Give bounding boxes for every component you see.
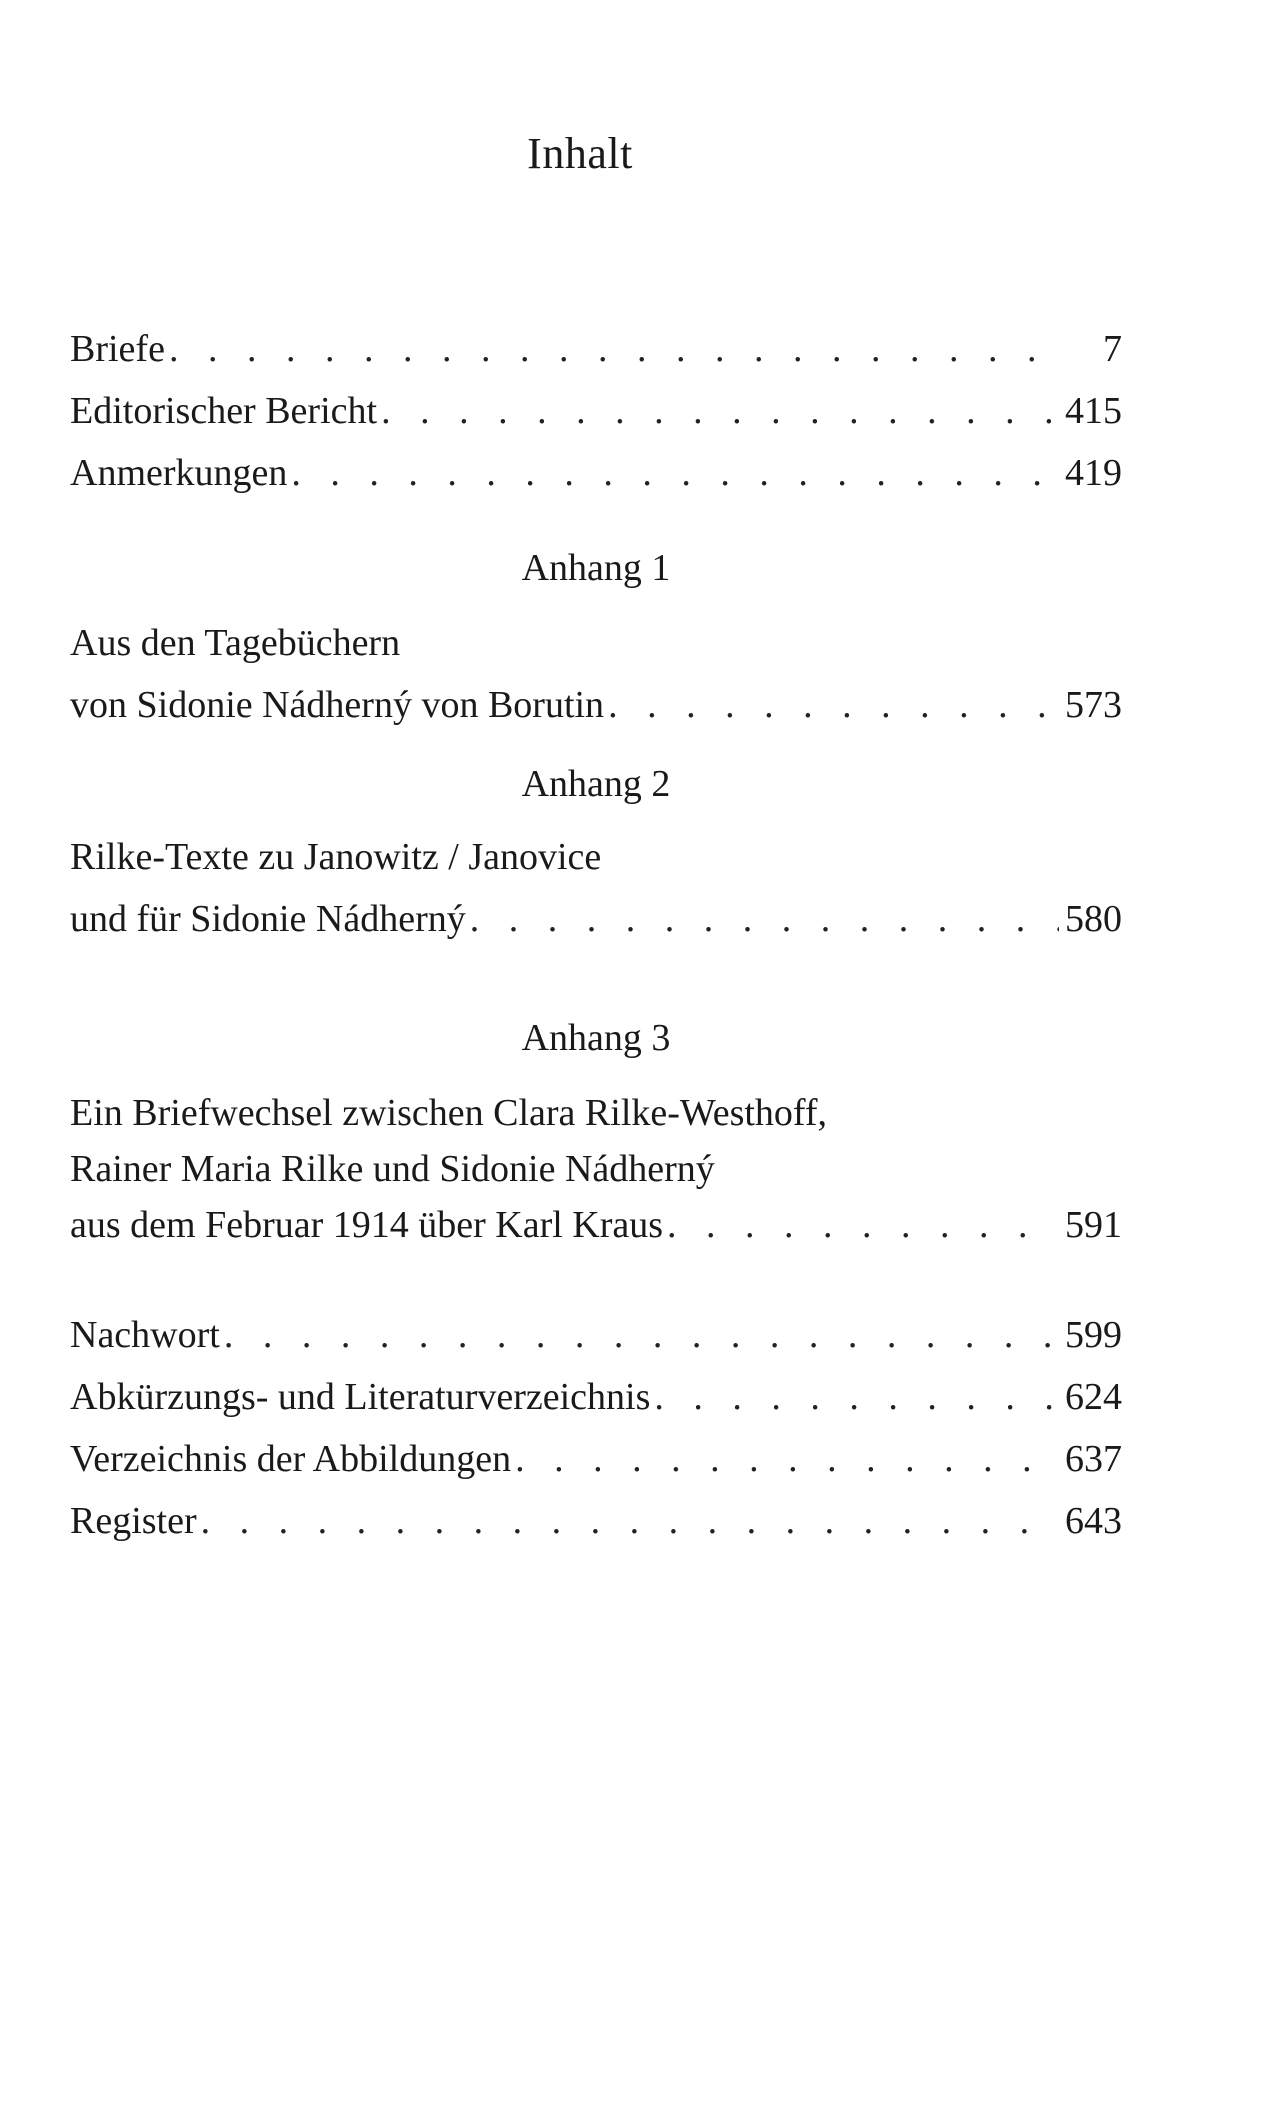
appendix-1-heading: Anhang 1 bbox=[521, 547, 671, 589]
dot-leader bbox=[667, 1194, 1059, 1256]
appendix-1-entry bbox=[70, 612, 1122, 736]
toc-entry-page: 591 bbox=[1065, 1204, 1122, 1246]
main-entries bbox=[70, 318, 1122, 504]
dot-leader bbox=[381, 380, 1059, 442]
appendix-3-line-1: Ein Briefwechsel zwischen Clara Rilke-Westhoff, bbox=[70, 1092, 828, 1134]
appendix-1-line-1: Aus den Tagebüchern bbox=[70, 622, 401, 664]
toc-entry-label: Editorischer Bericht bbox=[70, 390, 378, 432]
dot-leader bbox=[201, 1490, 1059, 1552]
dot-leader bbox=[169, 318, 1060, 380]
toc-entry-page: 415 bbox=[1065, 390, 1122, 432]
toc-entry-nachwort bbox=[70, 1304, 1122, 1366]
page-title: Inhalt bbox=[527, 129, 633, 178]
toc-entry-label: Nachwort bbox=[70, 1314, 220, 1356]
toc-entry-label: und für Sidonie Nádherný bbox=[70, 898, 466, 940]
toc-entry-editorischer-bericht bbox=[70, 380, 1122, 442]
dot-leader bbox=[224, 1304, 1059, 1366]
toc-entry-page: 419 bbox=[1065, 452, 1122, 494]
appendix-3-heading: Anhang 3 bbox=[521, 1017, 671, 1059]
toc-entry-abkuerzungsverzeichnis bbox=[70, 1366, 1122, 1428]
appendix-3-entry bbox=[70, 1082, 1122, 1256]
dot-leader bbox=[470, 888, 1059, 950]
toc-entry-label: Register bbox=[70, 1500, 197, 1542]
toc-entry-page: 7 bbox=[1103, 328, 1122, 370]
toc-entry-label: von Sidonie Nádherný von Borutin bbox=[70, 684, 605, 726]
toc-entry-label: Abkürzungs- und Literaturverzeichnis bbox=[70, 1376, 651, 1418]
appendix-1-line-2 bbox=[70, 674, 1122, 736]
toc-entry-register bbox=[70, 1490, 1122, 1552]
dot-leader bbox=[608, 674, 1059, 736]
toc-entry-page: 637 bbox=[1065, 1438, 1122, 1480]
dot-leader bbox=[654, 1366, 1059, 1428]
appendix-2-entry bbox=[70, 826, 1122, 950]
toc-entry-page: 580 bbox=[1065, 898, 1122, 940]
toc-entry-label: Anmerkungen bbox=[70, 452, 288, 494]
toc-entry-label: Verzeichnis der Abbildungen bbox=[70, 1438, 512, 1480]
toc-entry-abbildungsverzeichnis bbox=[70, 1428, 1122, 1490]
appendix-3-line-3 bbox=[70, 1194, 1122, 1256]
toc-entry-page: 599 bbox=[1065, 1314, 1122, 1356]
toc-entry-anmerkungen bbox=[70, 442, 1122, 504]
end-entries bbox=[70, 1304, 1122, 1552]
toc-entry-label: Briefe bbox=[70, 328, 165, 370]
toc-entry-page: 643 bbox=[1065, 1500, 1122, 1542]
appendix-2-heading: Anhang 2 bbox=[521, 763, 671, 805]
toc-entry-page: 573 bbox=[1065, 684, 1122, 726]
appendix-2-line-1: Rilke-Texte zu Janowitz / Janovice bbox=[70, 836, 602, 878]
appendix-3-line-2: Rainer Maria Rilke und Sidonie Nádherný bbox=[70, 1148, 715, 1190]
dot-leader bbox=[515, 1428, 1059, 1490]
toc-entry-label: aus dem Februar 1914 über Karl Kraus bbox=[70, 1204, 664, 1246]
appendix-2-line-2 bbox=[70, 888, 1122, 950]
toc-entry-briefe bbox=[70, 318, 1122, 380]
dot-leader bbox=[291, 442, 1059, 504]
toc-entry-page: 624 bbox=[1065, 1376, 1122, 1418]
